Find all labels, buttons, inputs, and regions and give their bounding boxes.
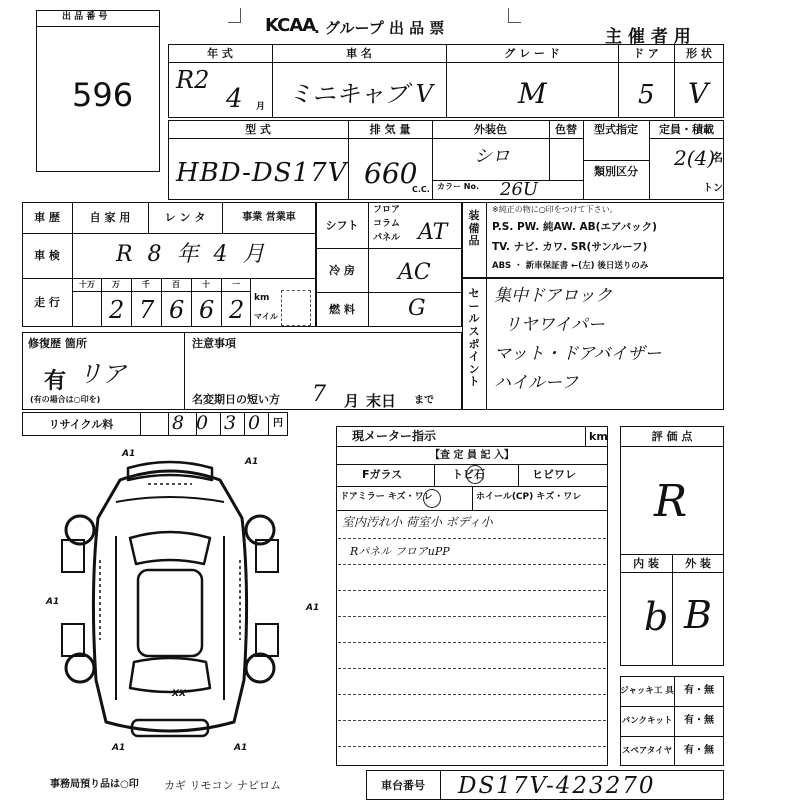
- damage-mark: A1: [234, 743, 248, 753]
- year-label: 年 式: [207, 46, 233, 60]
- grade-value: M: [518, 77, 547, 110]
- displacement-label: 排 気 量: [369, 122, 411, 136]
- equipment-line-2: TV. ナビ. カワ. SR(サンルーフ): [492, 241, 648, 253]
- fuel-label: 燃 料: [329, 303, 355, 316]
- until-label: まで: [414, 395, 434, 406]
- cc-unit: C.C.: [412, 185, 430, 194]
- corner-mark: [508, 8, 521, 23]
- scratch-circle-mark: [423, 489, 441, 508]
- private-use-option: 自 家 用: [89, 211, 131, 224]
- shift-option-floor: フロア: [373, 205, 401, 215]
- mileage-digit-label: 万: [112, 280, 120, 289]
- mileage-digit: 6: [169, 296, 185, 324]
- deadline-label: 名変期日の短い方: [192, 393, 280, 406]
- office-note: 事務局預り品は○印: [50, 779, 139, 790]
- f-glass-label: Fガラス: [362, 468, 403, 481]
- sales-point-item: リヤワイパー: [504, 315, 605, 335]
- inspector-note-1: 室内汚れ小 荷室小 ボディ小: [342, 515, 493, 529]
- year-era-value: R2: [176, 66, 210, 94]
- end-of-month-label: 末日: [366, 392, 397, 410]
- model-label: 型 式: [245, 122, 271, 136]
- chassis-value: DS17V-423270: [458, 773, 656, 799]
- door-mirror-label: ドアミラー キズ・ワレ: [340, 492, 433, 502]
- recycle-digit: 3: [224, 412, 237, 434]
- notes-label: 注意事項: [192, 337, 236, 350]
- displacement-value: 660: [364, 157, 418, 190]
- mileage-digit: 6: [199, 296, 215, 324]
- f-glass-crack-label: ヒビワレ: [532, 468, 576, 481]
- mileage-digit-label: 百: [172, 280, 180, 289]
- grade-score-label: 評 価 点: [651, 429, 693, 443]
- repair-value-note: リア: [78, 360, 126, 388]
- equipment-line-3: ABS ・ 新車保証書 ←(左) 後日送りのみ: [492, 261, 649, 271]
- repair-hint: (有の場合は○印を): [30, 395, 101, 404]
- note-rule: [338, 642, 606, 643]
- accessory-label: ジャッキ工 具: [620, 685, 674, 696]
- shift-option-panel: パネル: [373, 233, 401, 243]
- mile-unit: マイル: [254, 312, 278, 321]
- exterior-grade-value: B: [684, 593, 712, 637]
- shape-label: 形 状: [686, 46, 712, 60]
- damage-mark: XX: [172, 689, 186, 699]
- equipment-note: ※純正の物に○印をつけて下さい。: [492, 205, 618, 214]
- accessory-label: パンクキット: [621, 715, 673, 726]
- shift-value: AT: [418, 220, 448, 245]
- note-rule: [338, 694, 606, 695]
- damage-mark: A1: [122, 449, 136, 459]
- shift-option-column: コラム: [373, 219, 400, 229]
- inspector-note-2: Rパネル フロアuPP: [350, 545, 450, 558]
- recycle-unit: 円: [273, 418, 283, 429]
- meter-unit: km: [589, 430, 608, 443]
- meter-label: 現メーター指示: [352, 429, 437, 443]
- repair-label: 修復歴 箇所: [28, 337, 87, 350]
- note-rule: [338, 564, 606, 565]
- grade-score-value: R: [654, 476, 688, 527]
- month-unit: 月: [256, 102, 266, 112]
- history-label: 車 歴: [34, 211, 60, 224]
- exterior-label: 外 装: [685, 556, 711, 570]
- mileage-digit-label: 十万: [79, 280, 95, 289]
- note-rule: [338, 668, 606, 669]
- accessory-value: 有・無: [684, 715, 714, 726]
- interior-label: 内 装: [633, 556, 659, 570]
- mileage-digit: 7: [139, 296, 155, 324]
- business-option: 事業 営業車: [242, 211, 296, 223]
- sales-point-item: ハイルーフ: [494, 373, 579, 393]
- fuel-value: G: [408, 296, 426, 321]
- month-unit-label: 月: [344, 392, 360, 410]
- category-label: 類別区分: [594, 164, 638, 178]
- color-no-label: カラー No.: [437, 182, 480, 191]
- office-items: カギ リモコン ナビロム: [164, 779, 281, 792]
- rental-option: レ ン タ: [164, 211, 206, 224]
- recycle-digit: 0: [248, 412, 261, 434]
- exterior-color-label: 外装色: [474, 122, 507, 136]
- inspection-label: 車 検: [34, 249, 60, 262]
- ac-value: AC: [398, 260, 431, 285]
- wheel-label: ホイール(CP) キズ・ワレ: [476, 492, 582, 502]
- equipment-label: 装 備 品: [468, 209, 480, 248]
- doors-label: ド ア: [633, 46, 659, 60]
- damage-mark: A1: [112, 743, 126, 753]
- capacity-label: 定員・積載: [659, 122, 714, 136]
- shift-label: シフト: [325, 218, 359, 232]
- note-rule: [338, 538, 606, 539]
- note-rule: [338, 590, 606, 591]
- car-damage-diagram: [20, 440, 320, 770]
- model-value: HBD-DS17V: [176, 158, 348, 188]
- chip-circle-mark: [466, 465, 484, 484]
- inspection-value: R 8 年 4 月: [116, 242, 269, 267]
- accessory-value: 有・無: [684, 745, 714, 756]
- color-change-label: 色替: [555, 122, 577, 136]
- km-unit: km: [254, 293, 270, 303]
- interior-grade-value: b: [644, 595, 669, 639]
- recycle-digit: 0: [196, 412, 209, 434]
- ton-unit: トン: [703, 183, 723, 194]
- mileage-digit-label: 千: [142, 280, 150, 289]
- ac-label: 冷 房: [329, 263, 355, 277]
- color-no-value: 26U: [500, 179, 539, 200]
- sales-points-label: セールスポイント: [468, 287, 480, 389]
- mileage-label: 走 行: [34, 296, 60, 309]
- form-title: . グループ 出 品 票: [314, 19, 445, 37]
- type-designation-label: 型式指定: [594, 122, 638, 136]
- recycle-label: リサイクル料: [48, 417, 114, 431]
- exterior-color-value: シロ: [474, 146, 510, 167]
- grade-label: グ レ ー ド: [504, 46, 560, 60]
- inspector-title: 【査 定 員 記 入】: [430, 449, 514, 461]
- deadline-month-value: 7: [312, 382, 326, 407]
- brand-logo: KCAA: [265, 15, 316, 36]
- f-glass-chip-label: トビ石: [452, 468, 485, 481]
- mileage-digit-label: 十: [202, 280, 210, 289]
- capacity-value: 2(4): [674, 146, 716, 170]
- chassis-label: 車台番号: [381, 778, 425, 792]
- damage-mark: A1: [306, 603, 320, 613]
- person-unit: 名: [712, 151, 723, 164]
- sales-point-item: マット・ドアバイザー: [494, 344, 662, 364]
- accessory-label: スペアタイヤ: [621, 745, 673, 756]
- unit-tick-box: [281, 290, 311, 326]
- mileage-digit-label: 一: [232, 280, 240, 289]
- year-month-value: 4: [226, 84, 243, 114]
- mileage-digit: 2: [229, 296, 245, 324]
- car-name-label: 車 名: [346, 46, 372, 60]
- damage-mark: A1: [46, 597, 60, 607]
- lot-header: 出 品 番 号: [62, 12, 108, 22]
- car-name-value: ミニキャブ V: [288, 80, 433, 108]
- mileage-digit: 2: [109, 296, 125, 324]
- recycle-digit: 8: [172, 412, 185, 434]
- doors-value: 5: [638, 80, 655, 110]
- repair-value: 有: [44, 369, 67, 394]
- shape-value: V: [688, 77, 709, 110]
- accessory-value: 有・無: [684, 685, 714, 696]
- seller-use-label: 主 催 者 用: [605, 27, 691, 47]
- note-rule: [338, 720, 606, 721]
- corner-mark: [228, 8, 241, 23]
- sales-point-item: 集中ドアロック: [494, 286, 613, 306]
- damage-mark: A1: [245, 457, 259, 467]
- note-rule: [338, 746, 606, 747]
- note-rule: [338, 616, 606, 617]
- equipment-line-1: P.S. PW. 純AW. AB(エアバック): [492, 221, 657, 233]
- lot-number: 596: [72, 76, 134, 114]
